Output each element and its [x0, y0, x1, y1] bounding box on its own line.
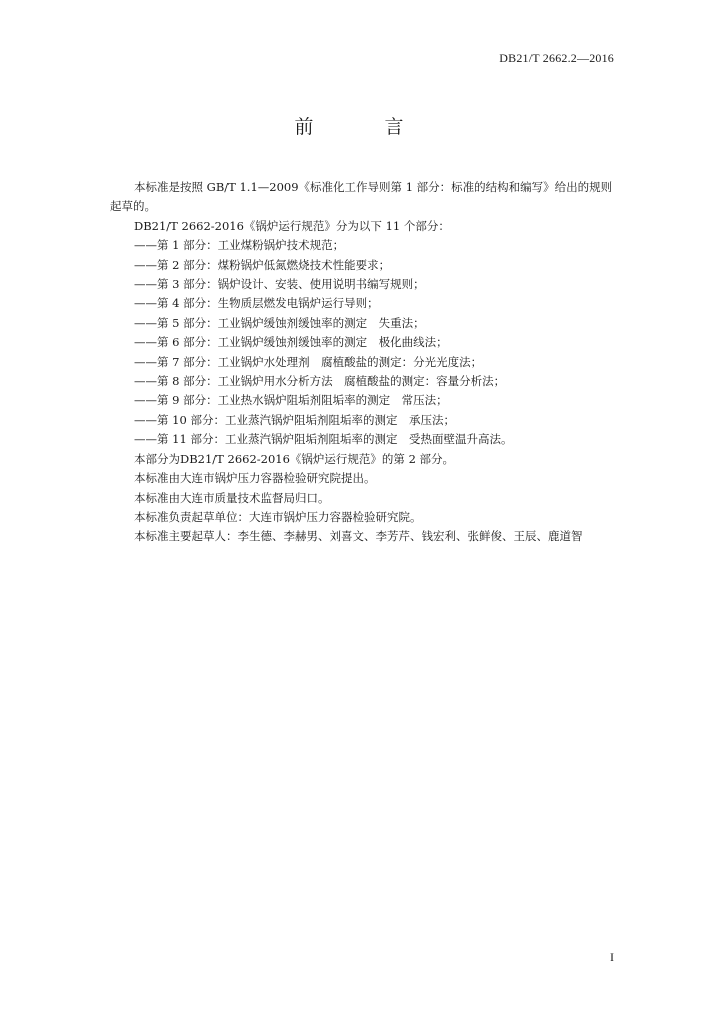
list-item: ——第 1 部分：工业煤粉锅炉技术规范；: [134, 238, 345, 253]
parts-list: [110, 236, 616, 449]
drafters-statement: 本标准主要起草人：李生德、李赫男、刘喜文、李芳芹、钱宏利、张鲜俊、王辰、鹿道智: [134, 529, 583, 544]
list-item: ——第 4 部分：生物质层燃发电锅炉运行导则；: [134, 296, 379, 311]
page-number: I: [610, 950, 614, 964]
part-statement: 本部分为DB21/T 2662-2016《锅炉运行规范》的第 2 部分。: [134, 451, 455, 466]
list-item: ——第 5 部分：工业锅炉缓蚀剂缓蚀率的测定 失重法；: [134, 315, 425, 330]
page-title: 前 言: [294, 116, 430, 138]
list-item: ——第 10 部分：工业蒸汽锅炉阻垢剂阻垢率的测定 承压法；: [134, 412, 455, 427]
list-item: ——第 9 部分：工业热水锅炉阻垢剂阻垢率的测定 常压法；: [134, 393, 448, 408]
series-paragraph: DB21/T 2662-2016《锅炉运行规范》分为以下 11 个部分：: [134, 218, 450, 233]
drafting-unit-statement: 本标准负责起草单位：大连市锅炉压力容器检验研究院。: [134, 509, 422, 524]
list-item: ——第 6 部分：工业锅炉缓蚀剂缓蚀率的测定 极化曲线法；: [134, 335, 448, 350]
document-code: DB21/T 2662.2—2016: [499, 51, 614, 65]
authority-statement: 本标准由大连市质量技术监督局归口。: [134, 490, 330, 505]
list-item: ——第 7 部分：工业锅炉水处理剂 腐植酸盐的测定：分光光度法；: [134, 354, 483, 369]
list-item: ——第 8 部分：工业锅炉用水分析方法 腐植酸盐的测定：容量分析法；: [134, 374, 506, 389]
proposer-statement: 本标准由大连市锅炉压力容器检验研究院提出。: [134, 471, 376, 486]
foreword-body: [110, 178, 616, 547]
list-item: ——第 2 部分：煤粉锅炉低氮燃烧技术性能要求；: [134, 257, 391, 272]
list-item: ——第 11 部分：工业蒸汽锅炉阻垢剂阻垢率的测定 受热面壁温升高法。: [134, 432, 513, 447]
intro-paragraph: 本标准是按照 GB/T 1.1—2009《标准化工作导则第 1 部分：标准的结构和编写》给出的规则起草的。: [110, 180, 613, 214]
list-item: ——第 3 部分：锅炉设计、安装、使用说明书编写规则；: [134, 277, 425, 292]
